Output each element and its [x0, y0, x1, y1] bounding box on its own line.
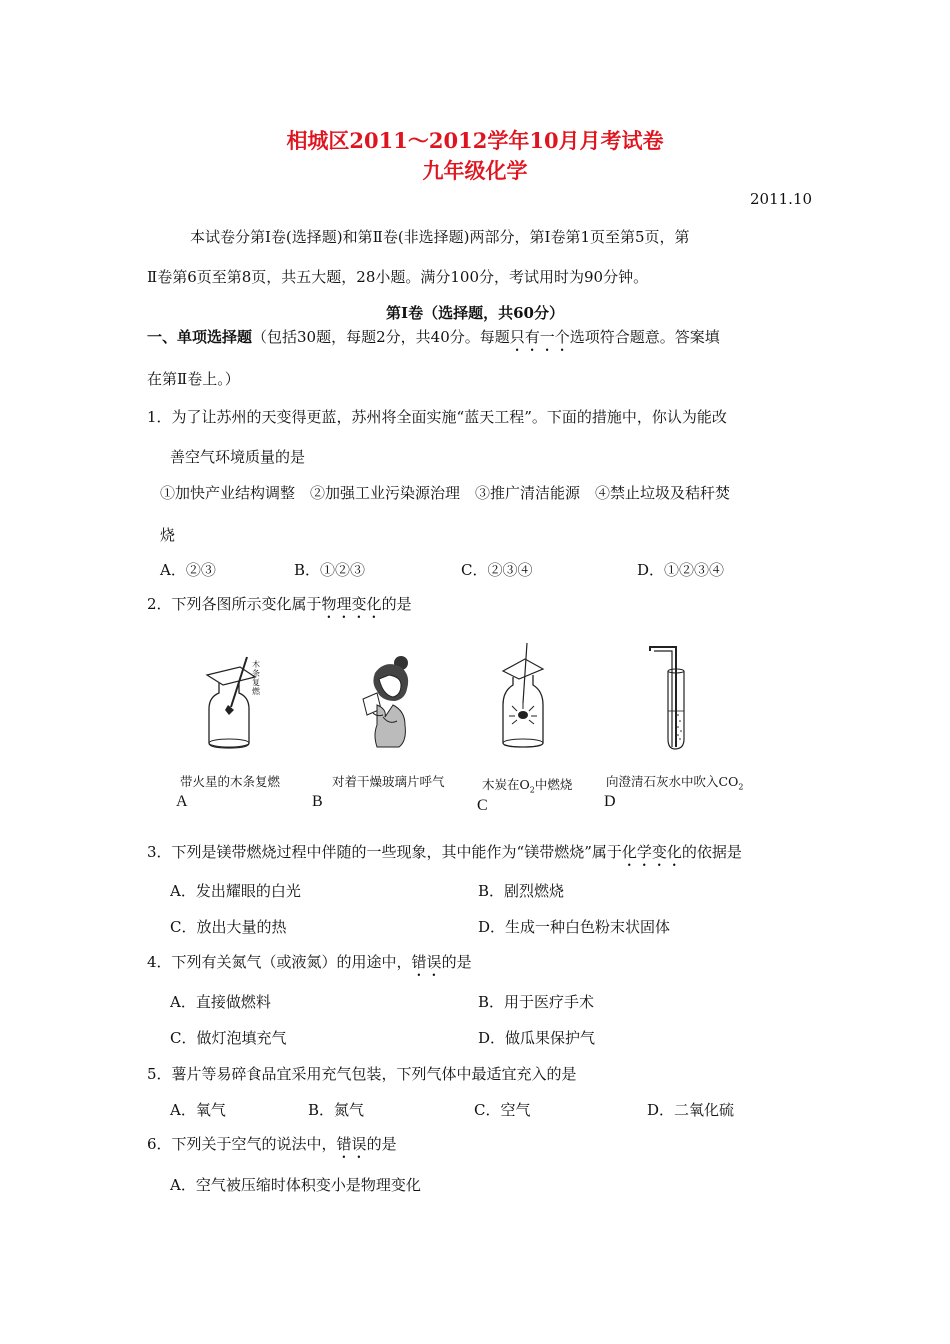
figure-c-charcoal-jar [495, 643, 555, 753]
q4-stem-pre: 4．下列有关氮气（或液氮）的用途中， [147, 953, 412, 971]
figure-d-caption-pre: 向澄清石灰水中吹入CO [606, 774, 739, 789]
figure-d-test-tube [640, 643, 690, 753]
figure-d-caption-sub: 2 [738, 782, 744, 792]
q6-stem-post: 的是 [366, 1135, 397, 1153]
intro-line-2: Ⅱ卷第6页至第8页，共五大题，28小题。满分100分，考试用时为90分钟。 [147, 268, 649, 286]
q3-stem-pre: 3．下列是镁带燃烧过程中伴随的一些现象，其中能作为“镁带燃烧”属于 [147, 843, 622, 861]
q6-stem-pre: 6．下列关于空气的说法中， [147, 1135, 337, 1153]
figure-b-letter: B [312, 793, 323, 810]
figure-b-caption: 对着干燥玻璃片呼气 [332, 774, 445, 789]
q2-stem [147, 593, 412, 622]
q2-stem-emphasis: 物理变化 [321, 595, 382, 613]
q3-stem [147, 841, 742, 870]
q3-option-d: D．生成一种白色粉末状固体 [478, 918, 671, 936]
q1-measures: ①加快产业结构调整 ②加强工业污染源治理 ③推广清洁能源 ④禁止垃圾及秸秆焚 [160, 484, 731, 502]
q5-stem: 5．薯片等易碎食品宜采用充气包装，下列气体中最适宜充入的是 [147, 1065, 577, 1083]
figure-a-jar-label: 木条复燃 [252, 660, 260, 696]
figure-c-caption-post: 中燃烧 [534, 777, 573, 792]
q4-option-d: D．做瓜果保护气 [478, 1029, 596, 1047]
exam-date: 2011.10 [750, 190, 813, 208]
q4-stem [147, 951, 472, 980]
section-label: 一、单项选择题 [147, 328, 253, 346]
q1-measures-line-2: 烧 [160, 526, 176, 544]
section-desc-emphasis: 只有一个 [509, 328, 570, 346]
figure-d-caption [606, 772, 743, 792]
q1-option-c: C．②③④ [461, 561, 533, 579]
exam-title: 相城区2011～2012学年10月月考试卷 [286, 128, 664, 153]
section-desc-line-2: 在第Ⅱ卷上。） [147, 370, 240, 388]
figure-d-letter: D [604, 793, 616, 810]
figure-c-caption [482, 775, 572, 795]
section-desc-pre: （包括30题，每题2分，共40分。每题 [252, 328, 510, 346]
q4-stem-post: 的是 [441, 953, 472, 971]
part1-title: 第Ⅰ卷（选择题，共60分） [386, 304, 564, 322]
q5-option-c: C．空气 [474, 1101, 531, 1119]
q6-stem-emphasis: 错误 [336, 1135, 367, 1153]
q1-option-b: B．①②③ [294, 561, 366, 579]
q4-stem-emphasis: 错误 [411, 953, 442, 971]
q2-stem-pre: 2．下列各图所示变化属于 [147, 595, 322, 613]
intro-line-1: 本试卷分第Ⅰ卷(选择题)和第Ⅱ卷(非选择题)两部分，第Ⅰ卷第1页至第5页，第 [190, 228, 690, 246]
section-heading [147, 326, 720, 355]
figure-b-girl-breathing [355, 655, 425, 750]
q5-option-d: D．二氧化硫 [647, 1101, 735, 1119]
q2-stem-post: 的是 [381, 595, 412, 613]
q4-option-b: B．用于医疗手术 [478, 993, 595, 1011]
figure-c-caption-sub: 2 [529, 785, 535, 795]
exam-subtitle: 九年级化学 [422, 158, 528, 183]
figure-a-letter: A [176, 793, 188, 810]
q6-option-a: A．空气被压缩时体积变小是物理变化 [170, 1176, 421, 1194]
q6-stem [147, 1133, 397, 1162]
q4-option-c: C．做灯泡填充气 [170, 1029, 287, 1047]
q3-option-b: B．剧烈燃烧 [478, 882, 565, 900]
q1-option-d: D．①②③④ [637, 561, 725, 579]
figure-c-caption-pre: 木炭在O [482, 777, 530, 792]
q5-option-a: A．氧气 [170, 1101, 226, 1119]
figure-a-caption: 带火星的木条复燃 [180, 774, 281, 789]
figure-c-letter: C [477, 797, 488, 814]
section-desc-post: 选项符合题意。答案填 [569, 328, 720, 346]
q4-option-a: A．直接做燃料 [170, 993, 271, 1011]
q1-stem-line-1: 1．为了让苏州的天变得更蓝，苏州将全面实施“蓝天工程”。下面的措施中，你认为能改 [147, 408, 727, 426]
q1-stem-line-2: 善空气环境质量的是 [170, 448, 306, 466]
q3-stem-emphasis: 化学变化 [621, 843, 682, 861]
q1-option-a: A．②③ [160, 561, 216, 579]
q3-option-a: A．发出耀眼的白光 [170, 882, 301, 900]
q3-stem-post: 的依据是 [681, 843, 742, 861]
q5-option-b: B．氮气 [308, 1101, 365, 1119]
q3-option-c: C．放出大量的热 [170, 918, 287, 936]
figure-a-splint-jar [195, 655, 275, 755]
